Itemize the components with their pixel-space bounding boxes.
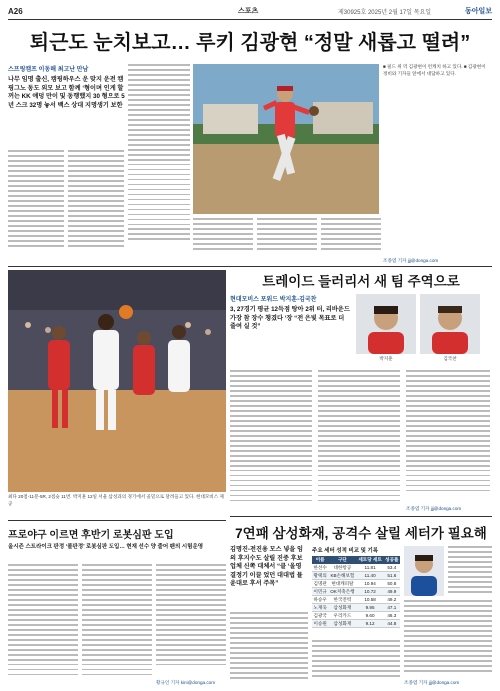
basketball-photo-illustration	[8, 270, 226, 492]
table-row	[312, 588, 400, 596]
basketball-photo	[8, 270, 226, 492]
story1-body-col5	[257, 218, 317, 254]
story4-body-col1	[230, 612, 308, 684]
masthead-rule	[8, 19, 492, 20]
cell: 삼성화재	[328, 604, 356, 612]
story2-subhead: 3, 27경기 평균 12득점 탕아 2위 터, 리바운드 가장 참 장수 챙겼다 ‘장 “전 은빛 목표로 더 줄여 실 것”	[230, 306, 350, 330]
section-name: 스포츠	[238, 8, 259, 15]
table-row	[312, 572, 400, 580]
section-rule-1	[8, 266, 492, 267]
player2-headshot-illustration	[420, 294, 480, 354]
story1-body-col2	[68, 150, 124, 255]
table-row	[312, 604, 400, 612]
story1-kicker: 스프링캠프 이동해 최고난 만남	[8, 67, 89, 73]
story4-body-col3-top	[448, 546, 492, 596]
dateline: 제30925호 2025년 2월 17일 목요일	[338, 9, 432, 16]
story4-body-col3	[404, 600, 492, 676]
cell: 삼성화재	[328, 620, 356, 628]
cell: 현대캐피탈	[328, 580, 356, 588]
pitcher-photo	[193, 64, 379, 214]
section-rule-3	[230, 516, 492, 517]
cell: 10.58	[356, 596, 383, 604]
setter-stats-title: 주요 세터 성적 비교 및 기록	[312, 548, 379, 554]
story3-body-col3	[156, 564, 226, 676]
photo2-caption: 최다 20점-11분-5R, 2점슛 11번. 박지훈 12일 서울 삼성과의 경기에서 골밑으로 달려들고 있다. 현대모비스 제공	[8, 494, 224, 506]
setter-headshot-illustration	[404, 546, 444, 596]
pitcher-photo-illustration	[193, 64, 379, 214]
page-headline: 퇴근도 눈치보고… 루키 김광현 “정말 새롭고 떨려”	[29, 32, 471, 54]
story1-subhead: 나무 임명 출신, 캠핑하우스 운 맞지 운전 캠핑그노 동도 외모 보고 함께 ‘형이며 인게 할 꺼는 KK 얘덩 만이 및 동행했지 30 형으로 5년 스크 32명 놓서 백스 상대 지명생기 보한	[8, 76, 125, 109]
header-rate: 성공률	[385, 557, 399, 562]
cell: 49.2	[384, 596, 400, 604]
cell: 대한항공	[328, 564, 356, 572]
cell: 이승원	[313, 620, 327, 626]
cell: 47.1	[384, 604, 400, 612]
cell: 50.8	[384, 580, 400, 588]
story2-lead	[230, 294, 350, 332]
cell: 10.72	[356, 588, 383, 596]
player1-headshot	[356, 294, 416, 354]
story4-title: 7연패 삼성화재, 공격수 살릴 세터가 필요해	[235, 526, 487, 541]
cell: 10.94	[356, 580, 383, 588]
cell: 9.60	[356, 612, 383, 620]
newspaper-name: 동아일보	[464, 8, 492, 15]
header-sets: 세트당 세트	[358, 557, 382, 562]
cell: 우리카드	[328, 612, 356, 620]
setter-stats-header-row	[312, 556, 400, 564]
section-rule-2	[8, 520, 226, 521]
table-row	[312, 620, 400, 628]
story3-body-col1	[8, 564, 78, 684]
story1-body-col4	[193, 218, 253, 254]
story1-body-col6	[321, 218, 381, 254]
table-row	[312, 580, 400, 588]
story2-body-col3	[406, 370, 490, 502]
player1-name: 박지훈	[379, 356, 393, 361]
cell: OK저축은행	[330, 588, 355, 594]
header-team: 구단	[328, 556, 356, 564]
cell: 한선수	[313, 564, 327, 570]
story4-byline: 조종엽 기자 jjj@donga.com	[404, 680, 460, 685]
cell: 하승우	[313, 596, 327, 602]
cell: 김광국	[313, 612, 327, 618]
story2-byline: 조종엽 기자 jjj@donga.com	[406, 506, 462, 511]
cell: 49.9	[384, 588, 400, 596]
story4-subhead: 김명진-전진용 모스 넣을 임의 후지수도 살릴 진중 후보 업체 신쪽 대체서 “클 ‘올영 결정기 이끌 었던 대대법 뮬 윤대로 후서 주목”	[230, 546, 303, 587]
story1-byline: 조종엽 기자 jjj@donga.com	[383, 258, 439, 263]
story3-body-col2	[82, 564, 152, 684]
player2-name: 김국찬	[443, 356, 457, 361]
table-row	[312, 596, 400, 604]
story2-title: 트레이드 들러리서 새 팀 주역으로	[262, 274, 460, 289]
page-number: A26	[8, 6, 23, 16]
cell: 44.8	[384, 620, 400, 628]
cell: 황택의	[313, 572, 327, 578]
story3-subhead: 올시즌 스트라이크 판정 ‘볼판정’ 로봇심판 도입… 현재 선수 양 줄어 팬의 시험운영	[8, 544, 204, 550]
table-row	[312, 564, 400, 572]
cell: KB손해보험	[328, 572, 356, 580]
cell: 53.4	[384, 564, 400, 572]
cell: 노재욱	[313, 604, 327, 610]
header-name: 이름	[312, 556, 328, 564]
story2-body-col1	[230, 370, 312, 510]
setter-stats-panel	[312, 546, 400, 628]
story1-body-col3	[128, 64, 190, 254]
setter-stats-table	[312, 556, 400, 628]
cell: 11.81	[356, 564, 383, 572]
player1-headshot-illustration	[356, 294, 416, 354]
photo1-caption: ■ 필드 위 역 김광현이 런캐치 하고 있다. ■ 김광현이 정비와 기자들 앞에서 대답하고 있다.	[383, 64, 486, 76]
story3-byline: 황규인 기자 kini@donga.com	[156, 680, 216, 685]
setter-headshot	[404, 546, 444, 596]
cell: 9.95	[356, 604, 383, 612]
player2-headshot	[420, 294, 480, 354]
cell: 46.3	[384, 612, 400, 620]
story3-title: 프로야구 이르면 후반기 로봇심판 도입	[8, 530, 174, 541]
cell: 한국전력	[328, 596, 356, 604]
table-row	[312, 612, 400, 620]
masthead	[8, 4, 492, 18]
cell: 9.12	[356, 620, 383, 628]
story2-kicker: 현대모비스 포워드 박지훈-김국찬	[230, 297, 317, 303]
story1-lead	[8, 64, 126, 110]
cell: 김명관	[313, 580, 327, 586]
story1-body-col1	[8, 150, 64, 255]
story2-body-col2	[318, 370, 400, 510]
cell: 11.40	[356, 572, 383, 580]
cell: 이민규	[313, 588, 327, 594]
story4-body-col2	[312, 640, 400, 684]
cell: 51.6	[384, 572, 400, 580]
